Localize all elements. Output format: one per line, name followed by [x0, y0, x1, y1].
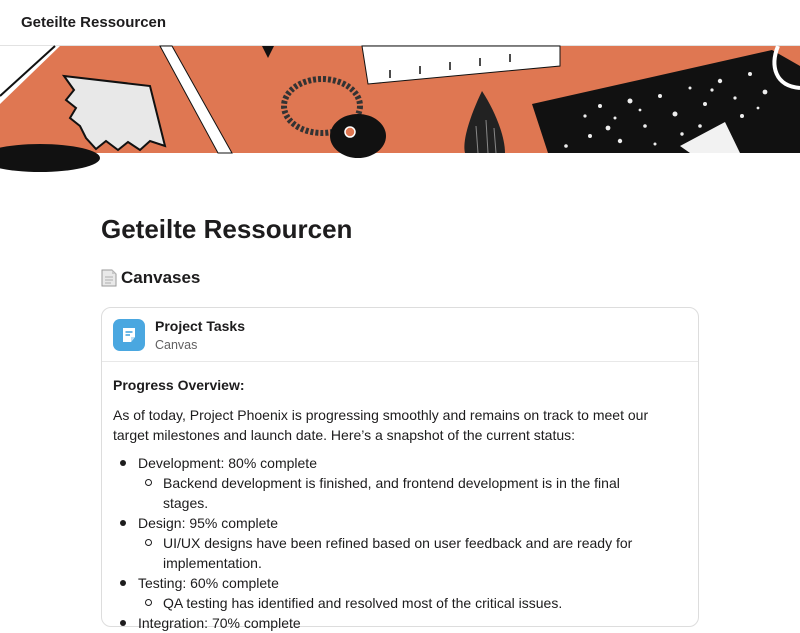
section-label: Canvases — [121, 268, 201, 287]
sub-list-item: Backend development is finished, and frontend development is in the final stages. — [138, 473, 658, 513]
document-icon — [101, 269, 117, 287]
section-heading-canvases — [101, 268, 200, 288]
banner-image — [0, 46, 800, 153]
canvas-subtitle: Canvas — [155, 338, 198, 352]
list-item-label: Development: 80% complete — [138, 455, 317, 471]
page-title: Geteilte Ressourcen — [101, 214, 353, 244]
list-item-label: Testing: 60% complete — [138, 575, 279, 591]
list-item — [113, 513, 687, 573]
canvas-card-header[interactable] — [102, 308, 698, 362]
canvas-icon — [113, 319, 145, 351]
list-item — [113, 573, 687, 613]
canvas-title[interactable]: Project Tasks — [155, 318, 246, 334]
list-item-label: Integration: 70% complete — [138, 615, 301, 631]
topbar-title: Geteilte Ressourcen — [21, 14, 167, 31]
progress-overview-heading: Progress Overview: — [113, 377, 245, 393]
list-item-label: Design: 95% complete — [138, 515, 279, 531]
status-list — [113, 453, 687, 633]
intro-paragraph: As of today, Project Phoenix is progressing smoothly and remains on track to meet our target milestones and launch date. Here’s a snapshot of the current status: — [113, 407, 649, 443]
list-item — [113, 613, 687, 633]
sub-list-item: UI/UX designs have been refined based on user feedback and are ready for implementation. — [138, 533, 658, 573]
canvas-card[interactable] — [101, 307, 699, 631]
canvas-preview — [102, 362, 698, 633]
top-bar — [0, 0, 800, 46]
list-item — [113, 453, 687, 513]
sub-list-item: QA testing has identified and resolved most of the critical issues. — [138, 593, 658, 613]
